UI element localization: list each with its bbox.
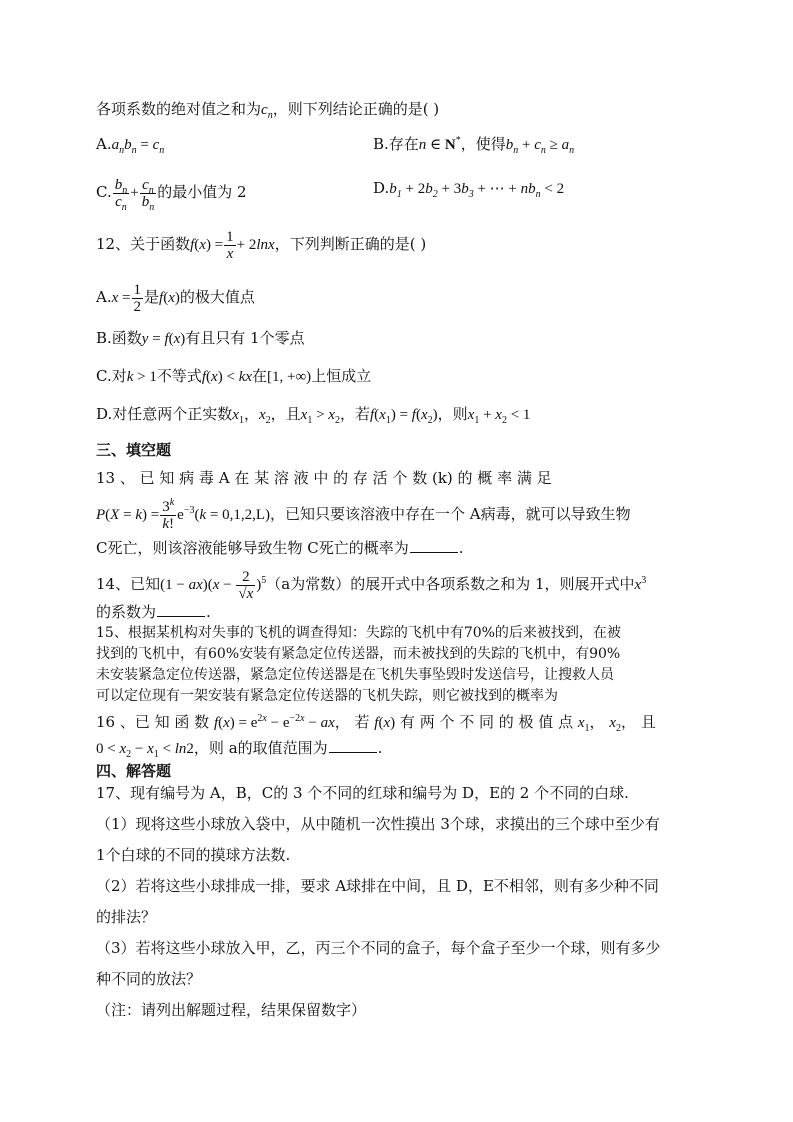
q17-part2-a: （2）若将这些小球排成一排，要求 A球排在中间，且 D，E不相邻，则有多少种不同 <box>96 877 659 895</box>
math-expression: $0 < x_2 - x_1 < \ln 2$ <box>96 741 194 760</box>
math-expression: $x_1 > x_2$ <box>300 407 340 426</box>
math-expression: n ∈ N* <box>418 135 461 153</box>
q16-text: ，则 a的取值范围为 <box>193 739 328 757</box>
math-expression: $f(x) = e^{2x} - e^{-2x}$ − ax <box>213 713 335 731</box>
q16-text: ， 且 <box>620 713 656 731</box>
option-label: A. <box>96 288 112 306</box>
q16-text: ， 若 <box>334 713 370 731</box>
q12-option-a <box>96 280 255 315</box>
fraction: $\frac{2}{√x}$ <box>238 568 254 602</box>
math-expression: f(x) <box>159 290 180 306</box>
answer-blank[interactable] <box>157 602 205 617</box>
answer-blank[interactable] <box>329 738 377 753</box>
q11-stem-after: ，则下列结论正确的是( ) <box>272 100 440 118</box>
q12-stem <box>96 226 426 263</box>
math-expression: $b_1 + 2b_2 + 3b_3$ + ⋯ + $nb_n < 2$ <box>389 181 565 200</box>
option-text: 的最小值为 2 <box>157 183 247 201</box>
option-text: 的极大值点 <box>179 288 255 306</box>
q12-option-c <box>96 366 371 387</box>
q14-line2 <box>96 602 211 622</box>
option-text: C.对 <box>96 367 127 385</box>
math-expression: [1, +∞) <box>267 369 312 385</box>
math-expression: $a_nb_n = c_n$ <box>111 137 165 156</box>
q13-line1 <box>96 468 696 488</box>
q15-line2: 找到的飞机中，有60%安装有紧急定位传送器，而未被找到的失踪的飞机中，有90% <box>96 646 621 662</box>
q12-option-d: D.对任意两个正实数$x_1$，$x_2$，且$x_1 > x_2$，若$f(x_1) = f(x_2)$，则$x_1 + x_2 < 1$ <box>96 405 531 426</box>
math-expression: $x_1 + x_2 < 1$ <box>467 407 531 426</box>
math-expression: $x_2$ <box>609 715 621 734</box>
q11-option-c: C. $\frac{b_n}{c_n}$ + $\frac{c_n}{b_n}$ 的最小值为 2 <box>96 176 247 213</box>
option-label: B.存在 <box>373 135 419 153</box>
q14-line1 <box>96 566 646 603</box>
math-expression: k > 1 <box>126 369 157 385</box>
q15-line4: 可以定位现有一架安装有紧急定位传送器的飞机失踪，则它被找到的概率为 <box>96 688 558 704</box>
q16-text: 有 两 个 不 同 的 极 值 点 <box>399 713 574 731</box>
q14-text: 14、已知 <box>96 575 161 593</box>
q11-stem <box>96 99 439 120</box>
math-expression: f(x) <box>374 715 396 731</box>
math-expression: )$^5$ <box>256 575 267 593</box>
q17-note: （注：请列出解题过程，结果保留数字） <box>96 1001 367 1019</box>
section-heading-answers: 四、解答题 <box>96 762 172 780</box>
q11-option-d <box>373 178 564 199</box>
q17-part1-a: （1）现将这些小球放入袋中，从中随机一次性摸出 3个球，求摸出的三个球中至少有 <box>96 815 660 833</box>
math-expression: $x^3$ <box>634 575 647 593</box>
option-text: ，使得 <box>460 135 506 153</box>
section-heading-fill-in: 三、填空题 <box>96 441 172 459</box>
q11-option-b <box>373 134 574 155</box>
math-expression: $f(x_1) = f(x_2)$ <box>369 407 438 426</box>
q17-part3-b: 种不同的放法？ <box>96 970 202 988</box>
option-text: 是 <box>144 288 160 306</box>
option-text: ，且 <box>270 405 301 423</box>
math-expression: $x_1$ <box>232 407 244 426</box>
q13-text: C死亡，则该溶液能够导致生物 C死亡的概率为 <box>96 539 409 557</box>
q17-part3-a: （3）若将这些小球放入甲，乙，丙三个不同的盒子，每个盒子至少一个球，则有多少 <box>96 939 661 957</box>
option-label: A. <box>96 135 112 153</box>
q16-text: . <box>377 739 383 757</box>
option-label: D. <box>373 179 390 197</box>
fraction: $\frac{1}{x}$ <box>226 228 234 262</box>
math-expression: $x_1$ <box>577 715 590 734</box>
option-label: C. <box>96 183 112 201</box>
option-text: D.对任意两个正实数 <box>96 405 233 423</box>
math-expression: x = <box>111 290 131 306</box>
q16-line2 <box>96 738 382 759</box>
q13-text: ，已知只要该溶液中存在一个 A病毒，就可以导致生物 <box>270 505 631 523</box>
q17-part1-b: 1个白球的不同的摸球方法数. <box>96 846 291 864</box>
math-expression: $x_2$ <box>258 407 271 426</box>
q11-stem-text: 各项系数的绝对值之和为 <box>96 100 262 118</box>
math-cn: $c_n$ <box>261 102 273 121</box>
q12-stem-after: ，下列判断正确的是( ) <box>274 235 427 253</box>
math-expression: y = f(x) <box>141 331 186 347</box>
q13-text: 13 、 已 知 病 毒 A 在 某 溶 液 中 的 存 活 个 数 (k) 的 概 率 满 足 <box>96 469 552 487</box>
q13-line3 <box>96 538 464 558</box>
option-text: 在 <box>252 367 268 385</box>
fraction: $\frac{c_n}{b_n}$ <box>141 176 155 213</box>
math-expression: $e^{-3}(k = 0,1,2,L)$ <box>177 505 271 523</box>
option-text: 不等式 <box>156 367 202 385</box>
math-expression: f(x) < kx <box>201 369 253 385</box>
math-expression: (1 − ax)(x − <box>160 577 236 593</box>
math-expression: $b_n + c_n \ge a_n$ <box>505 137 575 156</box>
q12-option-b <box>96 328 305 349</box>
option-text: ，若 <box>339 405 370 423</box>
q14-text: （a为常数）的展开式中各项系数之和为 1，则展开式中 <box>266 575 635 593</box>
fraction: $\frac{1}{2}$ <box>133 281 141 315</box>
q15-line3: 未安装紧急定位传送器，紧急定位传送器是在飞机失事坠毁时发送信号，让搜救人员 <box>96 667 614 683</box>
q13-text: . <box>458 539 464 557</box>
q11-option-a <box>96 134 164 155</box>
math-expression: + 2lnx <box>236 237 275 253</box>
option-text: 上恒成立 <box>311 367 372 385</box>
q12-stem-text: 12、关于函数 <box>96 235 191 253</box>
option-text: B.函数 <box>96 329 142 347</box>
answer-blank[interactable] <box>410 538 458 553</box>
fraction: $\frac{b_n}{c_n}$ <box>114 176 128 213</box>
math-expression: P(X = k) = <box>96 507 160 523</box>
q16-line1: 16 、已 知 函 数 $f(x) = e^{2x} - e^{-2x}$ − ax， 若 f(x) 有 两 个 不 同 的 极 值 点 $x_1$， $x_2$， 且 <box>96 713 656 734</box>
q14-text: . <box>206 603 211 621</box>
fraction: $\frac{3^k}{k!}$ <box>162 496 175 532</box>
q17-part2-b: 的排法？ <box>96 908 157 926</box>
math-expression: f(x) = <box>190 237 224 253</box>
option-text: 有且只有 1个零点 <box>185 329 305 347</box>
q17-line1: 17、现有编号为 A，B，C的 3 个不同的红球和编号为 D，E的 2 个不同的白球. <box>96 784 629 802</box>
q16-text: 16 、已 知 函 数 <box>96 713 210 731</box>
option-text: ，则 <box>437 405 468 423</box>
q13-line2 <box>96 494 631 535</box>
q14-text: 的系数为 <box>96 603 157 621</box>
q15-line1: 15、根据某机构对失事的飞机的调查得知：失踪的飞机中有70%的后来被找到，在被 <box>96 625 621 641</box>
